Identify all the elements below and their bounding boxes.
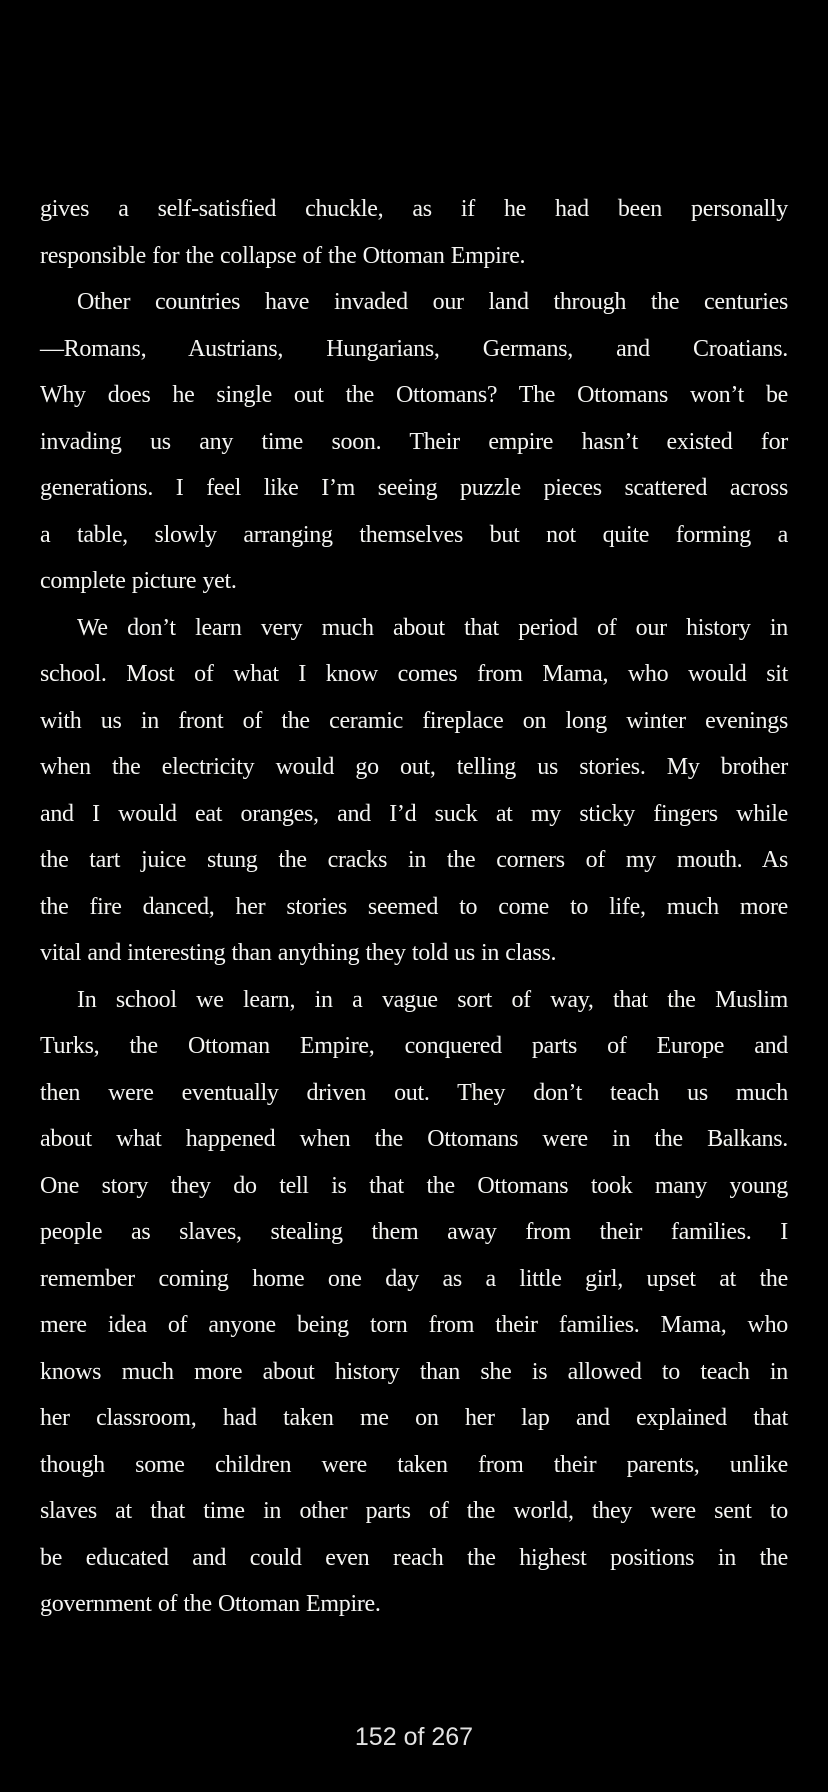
text-line: Why does he single out the Ottomans? The Ottomans won’t be (40, 382, 788, 408)
paragraph (40, 605, 788, 977)
text-line: slaves at that time in other parts of the world, they were sent to (40, 1498, 788, 1524)
text-line: a table, slowly arranging themselves but not quite forming a (40, 521, 788, 548)
text-line: One story they do tell is that the Ottomans took many young (40, 1172, 788, 1199)
book-page-content[interactable] (40, 186, 788, 1628)
text-line: the tart juice stung the cracks in the corners of my mouth. As (40, 847, 788, 873)
text-line: mere idea of anyone being torn from their families. Mama, who (40, 1312, 788, 1338)
text-line: school. Most of what I know comes from Mama, who would sit (40, 661, 788, 687)
text-line: —Romans, Austrians, Hungarians, Germans, and Croatians. (40, 335, 788, 362)
text-line: Other countries have invaded our land through the centuries (77, 289, 788, 315)
text-line: government of the Ottoman Empire. (40, 1591, 381, 1617)
text-line: knows much more about history than she is allowed to teach in (40, 1358, 788, 1385)
text-line: gives a self-satisfied chuckle, as if he had been personally (40, 196, 788, 222)
text-line: be educated and could even reach the highest positions in the (40, 1544, 788, 1571)
text-line: generations. I feel like I’m seeing puzzle pieces scattered across (40, 475, 788, 501)
text-line: people as slaves, stealing them away from their families. I (40, 1219, 788, 1245)
text-line: remember coming home one day as a little girl, upset at the (40, 1265, 788, 1292)
text-line: and I would eat oranges, and I’d suck at my sticky fingers while (40, 800, 788, 827)
text-line: about what happened when the Ottomans were in the Balkans. (40, 1126, 788, 1152)
text-line: with us in front of the ceramic fireplace on long winter evenings (40, 707, 788, 734)
text-line: the fire danced, her stories seemed to come to life, much more (40, 893, 788, 920)
text-line: when the electricity would go out, telling us stories. My brother (40, 754, 788, 780)
text-line: Turks, the Ottoman Empire, conquered parts of Europe and (40, 1033, 788, 1059)
paragraph (40, 279, 788, 605)
page-indicator: 152 of 267 (354, 1723, 474, 1751)
text-line: vital and interesting than anything they told us in class. (40, 940, 557, 966)
text-line: complete picture yet. (40, 568, 237, 594)
text-line: invading us any time soon. Their empire hasn’t existed for (40, 428, 788, 455)
paragraph (40, 186, 788, 279)
text-line: responsible for the collapse of the Ottoman Empire. (40, 242, 526, 269)
text-line: then were eventually driven out. They don’t teach us much (40, 1079, 788, 1106)
paragraph (40, 977, 788, 1628)
text-line: her classroom, had taken me on her lap and explained that (40, 1405, 788, 1431)
text-line: though some children were taken from their parents, unlike (40, 1451, 788, 1478)
text-line: In school we learn, in a vague sort of way, that the Muslim (77, 986, 788, 1013)
text-line: We don’t learn very much about that period of our history in (77, 614, 788, 641)
